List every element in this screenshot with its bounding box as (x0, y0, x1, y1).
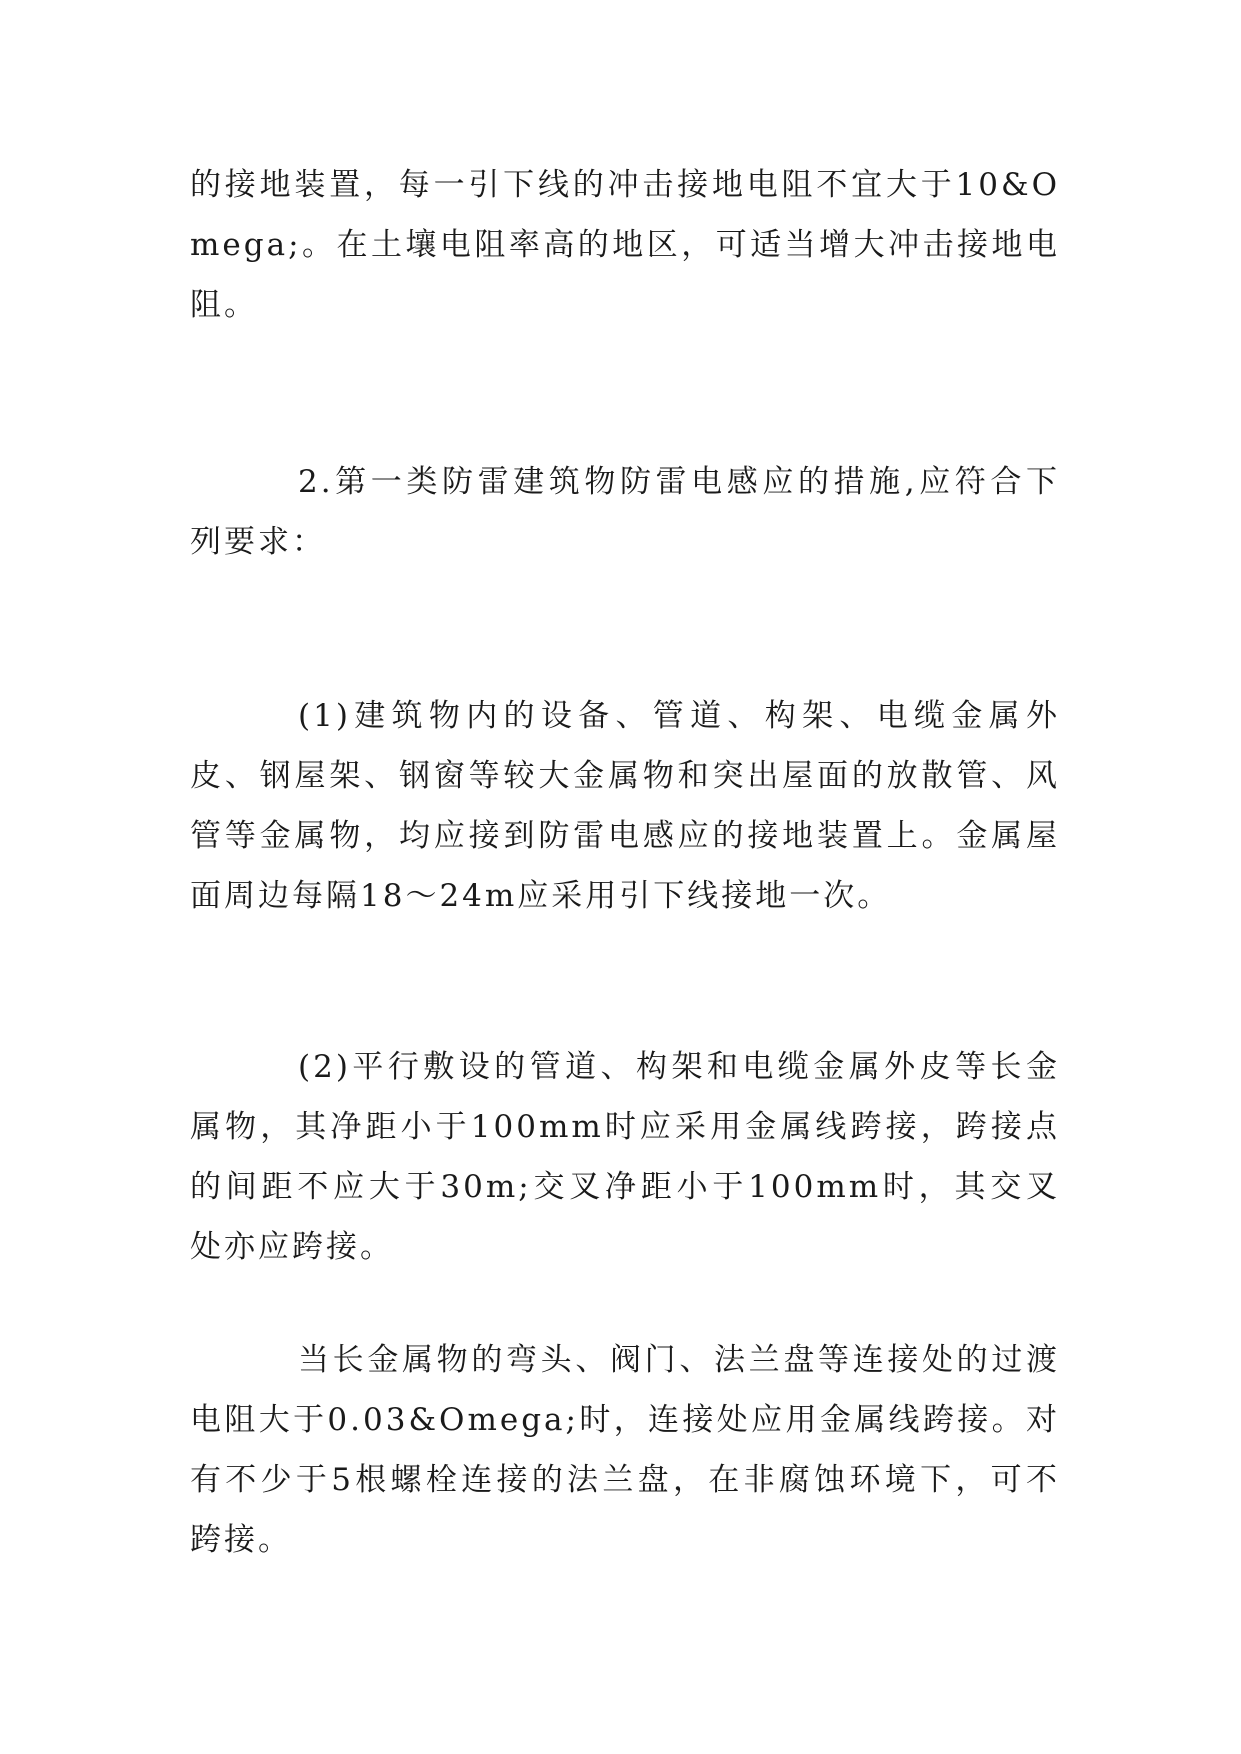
paragraph-grounding-resistance: 的接地装置，每一引下线的冲击接地电阻不宜大于10&Omega;。在土壤电阻率高的地区，可适当增大冲击接地电阻。 (190, 167, 1060, 323)
paragraph-item-2: (2)平行敷设的管道、构架和电缆金属外皮等长金属物，其净距小于100mm时应采用金属线跨接，跨接点的间距不应大于30m;交叉净距小于100mm时，其交叉处亦应跨接。 (190, 1049, 1060, 1265)
paragraph-flange-bridging: 当长金属物的弯头、阀门、法兰盘等连接处的过渡电阻大于0.03&Omega;时，连接处应用金属线跨接。对有不少于5根螺栓连接的法兰盘，在非腐蚀环境下，可不跨接。 (190, 1342, 1060, 1558)
paragraph-item-1: (1)建筑物内的设备、管道、构架、电缆金属外皮、钢屋架、钢窗等较大金属物和突出屋面的放散管、风管等金属物，均应接到防雷电感应的接地装置上。金属屋面周边每隔18～24m应采用引下线接地一次。 (190, 698, 1060, 914)
paragraph-section-2-heading: 2.第一类防雷建筑物防雷电感应的措施,应符合下列要求： (190, 464, 1060, 560)
